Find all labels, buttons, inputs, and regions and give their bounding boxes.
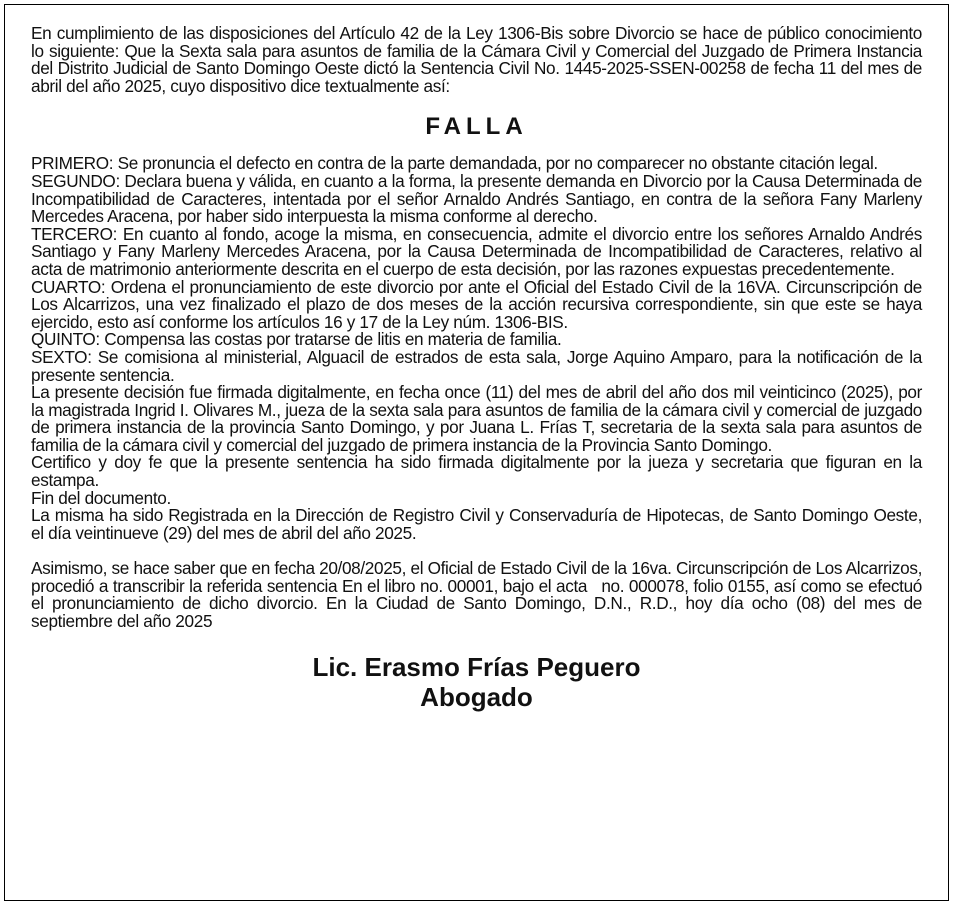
signed-paragraph: La presente decisión fue firmada digitalmente, en fecha once (11) del mes de abril del año dos mil veinticinco (2025), por la magistrada Ingrid I. Olivares M., jueza de la sexta sala para asuntos de familia de la cámara civil y comercial de juzgado de primera instancia de la provincia Santo Domingo, y por Juana L. Frías T, secretaria de la sexta sala para asuntos de familia de la cámara civil y comercial del juzgado de primera instancia de la Provincia Santo Domingo. xyxy=(31,382,922,455)
signature-block xyxy=(31,652,922,712)
registered-paragraph: La misma ha sido Registrada en la Dirección de Registro Civil y Conservaduría de Hipotecas, de Santo Domingo Oeste, el día veintinueve (29) del mes de abril del año 2025. xyxy=(31,505,922,543)
ruling-sexto: SEXTO: Se comisiona al ministerial, Alguacil de estrados de esta sala, Jorge Aquino Amparo, para la notificación de la presente sentencia. xyxy=(31,346,922,385)
ruling-quinto: QUINTO: Compensa las costas por tratarse de litis en materia de familia. xyxy=(31,329,562,350)
certify-paragraph: Certifico y doy fe que la presente sentencia ha sido firmada digitalmente por la jueza y secretaria que figuran en la estampa. xyxy=(31,452,922,491)
ruling-primero: PRIMERO: Se pronuncia el defecto en contra de la parte demandada, por no comparecer no obstante citación legal. xyxy=(31,153,878,174)
ruling-cuarto: CUARTO: Ordena el pronunciamiento de este divorcio por ante el Oficial del Estado Civil de la 16VA. Circunscripción de Los Alcarrizos, una vez finalizado el plazo de dos meses de la acción recursiva correspondiente, sin que este se haya ejercido, esto así conforme los artículos 16 y 17 de la Ley núm. 1306-BIS. xyxy=(31,276,922,332)
falla-heading: FALLA xyxy=(425,113,528,141)
legal-notice xyxy=(4,4,949,901)
ruling-segundo: SEGUNDO: Declara buena y válida, en cuanto a la forma, la presente demanda en Divorcio por la Causa Determinada de Incompatibilidad de Caracteres, intentada por el señor Arnaldo Andrés Santiago, en contra de la señora Fany Marleny Mercedes Aracena, por haber sido interpuesta la misma conforme al derecho. xyxy=(31,170,922,227)
signatory-name: Lic. Erasmo Frías Peguero xyxy=(312,652,641,683)
transcription-paragraph: Asimismo, se hace saber que en fecha 20/08/2025, el Oficial de Estado Civil de la 16va. Circunscripción de Los Alcarrizos, procedió a transcribir la referida sentencia En el libro no. 00001, bajo el acta no. 000078, folio 0155, así como se efectuó el pronunciamiento de dicho divorcio. En la Ciudad de Santo Domingo, D.N., R.D., hoy día ocho (08) del mes de septiembre del año 2025 xyxy=(31,558,927,631)
signatory-title: Abogado xyxy=(420,682,533,713)
end-of-document: Fin del documento. xyxy=(31,487,171,508)
ruling-tercero: TERCERO: En cuanto al fondo, acoge la misma, en consecuencia, admite el divorcio entre los señores Arnaldo Andrés Santiago y Fany Marleny Mercedes Aracena, por la Causa Determinada de Incompatibilidad de Caracteres, relativo al acta de matrimonio anteriormente descrita en el cuerpo de esta decisión, por las razones expuestas precedentemente. xyxy=(31,223,922,279)
intro-paragraph: En cumplimiento de las disposiciones del Artículo 42 de la Ley 1306-Bis sobre Divorcio se hace de público conocimiento lo siguiente: Que la Sexta sala para asuntos de familia de la Cámara Civil y Comercial del Juzgado de Primera Instancia del Distrito Judicial de Santo Domingo Oeste dictó la Sentencia Civil No. 1445-2025-SSEN-00258 de fecha 11 del mes de abril del año 2025, cuyo dispositivo dice textualmente así: xyxy=(31,23,922,96)
